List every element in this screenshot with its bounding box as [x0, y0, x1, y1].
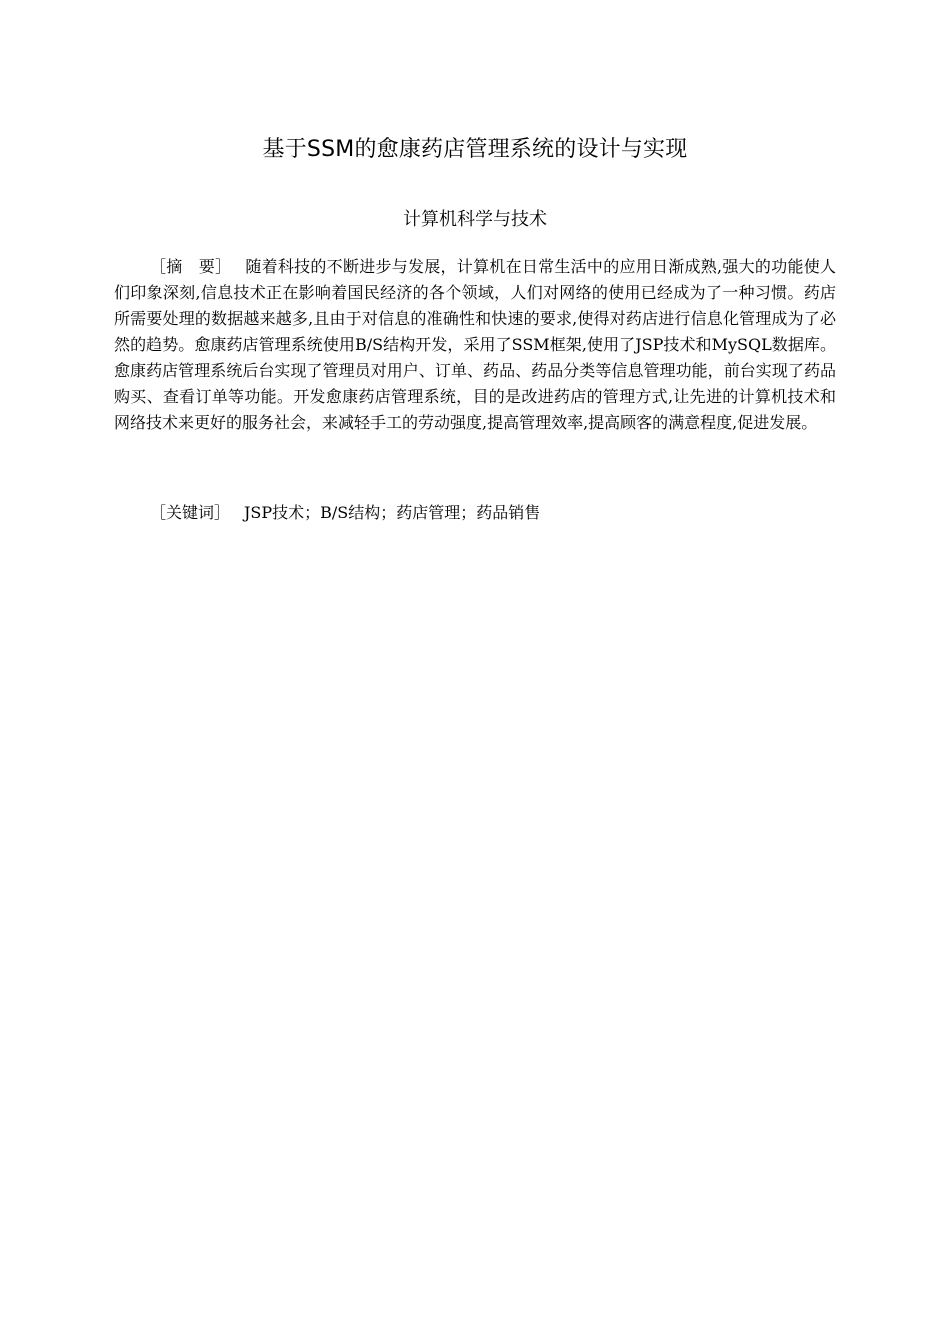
keywords-paragraph: [114, 500, 836, 526]
keywords-label: ［关键词］: [150, 503, 231, 522]
paper-title: 基于SSM的愈康药店管理系统的设计与实现: [262, 137, 688, 162]
paper-major: 计算机科学与技术: [403, 209, 547, 230]
keywords-text: JSP技术；B/S结构；药店管理；药品销售: [244, 503, 541, 522]
abstract-text: 随着科技的不断进步与发展，计算机在日常生活中的应用日渐成熟,强大的功能使人们印象深刻,信息技术正在影响着国民经济的各个领域，人们对网络的使用已经成为了一种习惯。药店所需要处理的数据越来越多,且由于对信息的准确性和快速的要求,使得对药店进行信息化管理成为了必然的趋势。愈康药店管理系统使用B/S结构开发，采用了SSM框架,使用了JSP技术和MySQL数据库。愈康药店管理系统后台实现了管理员对用户、订单、药品、药品分类等信息管理功能，前台实现了药品购买、查看订单等功能。开发愈康药店管理系统，目的是改进药店的管理方式,让先进的计算机技术和网络技术来更好的服务社会，来减轻手工的劳动强度,提高管理效率,提高顾客的满意程度,促进发展。: [114, 257, 836, 432]
abstract-paragraph: [114, 254, 836, 436]
abstract-label: ［摘 要］: [150, 257, 232, 276]
